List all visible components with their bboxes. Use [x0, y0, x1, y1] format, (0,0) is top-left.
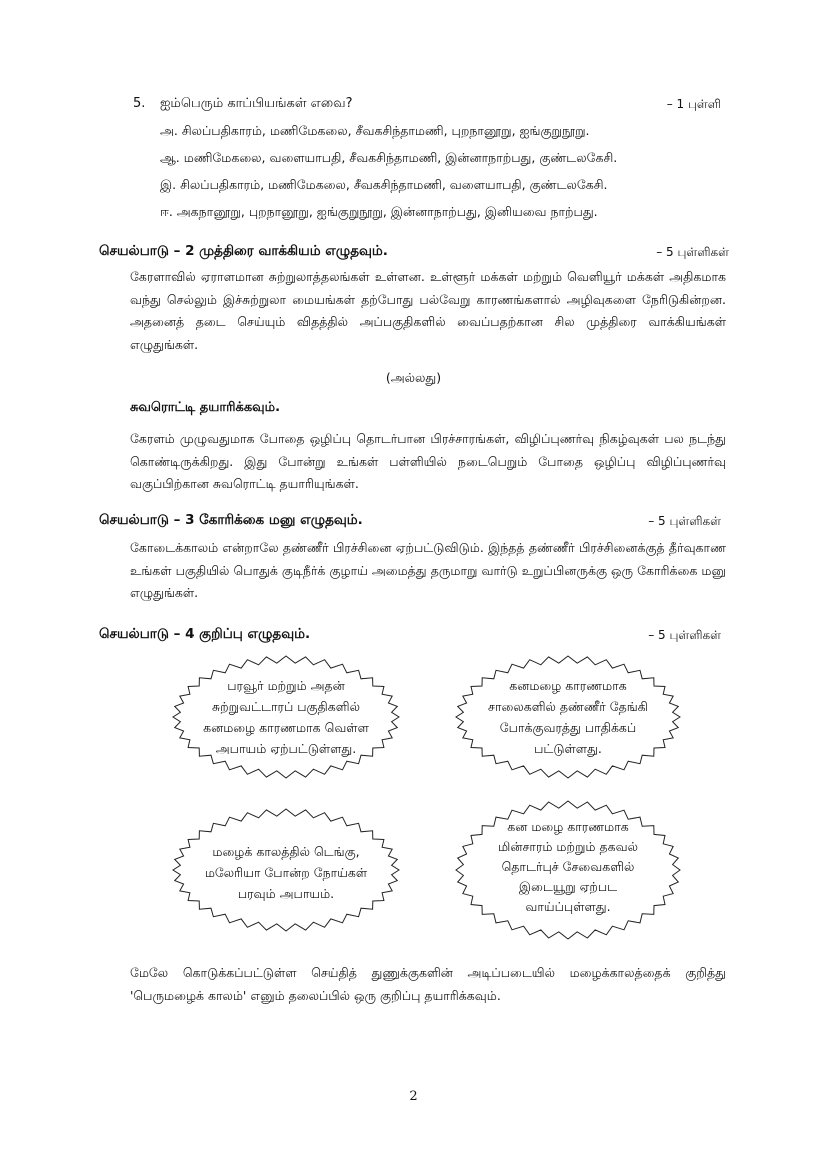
- activity3-paragraph: கோடைக்காலம் என்றாலே தண்ணீர் பிரச்சினை ஏற்பட்டுவிடும். இந்தத் தண்ணீர் பிரச்சினைக்குத் தீர்வுகாண உங்கள் பகுதியில் பொதுக் குடிநீர்க் குழாய் அமைத்து தருமாறு வார்டு உறுப்பினருக்கு ஒரு கோரிக்கை மனு எழுதுங்கள்.: [130, 540, 726, 600]
- bubble-text: [455, 817, 681, 917]
- bubble-line: பரவூர் மற்றும் அதன்: [227, 678, 345, 693]
- activity2-paragraph: கேரளாவில் ஏராளமான சுற்றுலாத்தலங்கள் உள்ளன. உள்ளூர் மக்கள் மற்றும் வெளியூர் மக்கள் அதிகமாக வந்து செல்லும் இச்சுற்றுலா மையங்கள் தற்போது பல்வேறு காரணங்களால் அழிவுகளை நேரிடுகின்றன. அதனைத் தடை செய்யும் விதத்தில் அப்பகுதிகளில் வைப்பதற்கான சில முத்திரை வாக்கியங்கள் எழுதுங்கள்.: [130, 269, 726, 352]
- bubble-text: [172, 675, 400, 759]
- news-bubble-power: [455, 800, 681, 940]
- activity4-heading: செயல்பாடு – 4 குறிப்பு எழுதவும்.: [99, 626, 311, 642]
- bubble-line: கனமழை காரணமாக: [509, 678, 627, 693]
- activity2-marks: – 5 புள்ளிகள்: [656, 245, 729, 259]
- bubble-line: கனமழை காரணமாக வெள்ள: [203, 720, 369, 735]
- question-number: 5.: [133, 96, 146, 111]
- option-d: ஈ. அகநானூறு, புறநானூறு, ஐங்குறுநூறு, இன்னாநாற்பது, இனியவை நாற்பது.: [160, 204, 598, 219]
- poster-heading: சுவரொட்டி தயாரிக்கவும்.: [130, 400, 281, 415]
- bubble-text: [172, 841, 400, 904]
- option-a: அ. சிலப்பதிகாரம், மணிமேகலை, சீவகசிந்தாமணி, புறநானூறு, ஐங்குறுநூறு.: [160, 123, 590, 138]
- bubble-text: [455, 675, 681, 759]
- news-bubble-traffic: [455, 655, 681, 779]
- bubble-line: மலேரியா போன்ற நோய்கள்: [204, 865, 368, 880]
- bubble-line: அபாயம் ஏற்பட்டுள்ளது.: [215, 741, 357, 756]
- page-number: 2: [409, 1089, 418, 1104]
- bubble-line: கன மழை காரணமாக: [507, 819, 629, 834]
- bubble-line: மழைக் காலத்தில் டெங்கு,: [212, 844, 360, 859]
- activity2-heading: செயல்பாடு – 2 முத்திரை வாக்கியம் எழுதவும்.: [99, 243, 388, 259]
- news-bubble-flood: [172, 655, 400, 779]
- question-text: ஐம்பெரும் காப்பியங்கள் எவை?: [160, 96, 353, 111]
- bubble-line: பட்டுள்ளது.: [534, 741, 602, 756]
- option-c: இ. சிலப்பதிகாரம், மணிமேகலை, சீவகசிந்தாமணி, வளையாபதி, குண்டலகேசி.: [160, 177, 608, 192]
- poster-paragraph: கேரளம் முழுவதுமாக போதை ஒழிப்பு தொடர்பான பிரச்சாரங்கள், விழிப்புணர்வு நிகழ்வுகள் பல நடந்து கொண்டிருக்கிறது. இது போன்று உங்கள் பள்ளியில் நடைபெறும் போதை ஒழிப்பு விழிப்புணர்வு வகுப்பிற்கான சுவரொட்டி தயாரியுங்கள்.: [130, 431, 726, 491]
- bubble-line: பரவும் அபாயம்.: [237, 886, 335, 901]
- question-marks: – 1 புள்ளி: [666, 97, 721, 111]
- activity3-marks: – 5 புள்ளிகள்: [648, 514, 721, 528]
- activity4-instruction: மேலே கொடுக்கப்பட்டுள்ள செய்தித் துணுக்குகளின் அடிப்படையில் மழைக்காலத்தைக் குறித்து 'பெருமழைக் காலம்' எனும் தலைப்பில் ஒரு குறிப்பு தயாரிக்கவும்.: [130, 965, 726, 1003]
- bubble-line: மின்சாரம் மற்றும் தகவல்: [498, 839, 638, 854]
- bubble-line: தொடர்புச் சேவைகளில்: [501, 859, 635, 874]
- bubble-line: சுற்றுவட்டாரப் பகுதிகளில்: [211, 699, 360, 714]
- news-bubble-disease: [172, 808, 400, 932]
- bubble-line: இடையூறு ஏற்பட: [518, 879, 618, 894]
- activity3-heading: செயல்பாடு – 3 கோரிக்கை மனு எழுதவும்.: [99, 512, 363, 528]
- bubble-line: போக்குவரத்து பாதிக்கப்: [499, 720, 637, 735]
- activity4-marks: – 5 புள்ளிகள்: [648, 628, 721, 642]
- bubble-line: வாய்ப்புள்ளது.: [525, 899, 611, 914]
- or-label: (அல்லது): [385, 370, 442, 385]
- option-b: ஆ. மணிமேகலை, வளையாபதி, சீவகசிந்தாமணி, இன்னாநாற்பது, குண்டலகேசி.: [160, 150, 618, 165]
- bubble-line: சாலைகளில் தண்ணீர் தேங்கி: [488, 699, 648, 714]
